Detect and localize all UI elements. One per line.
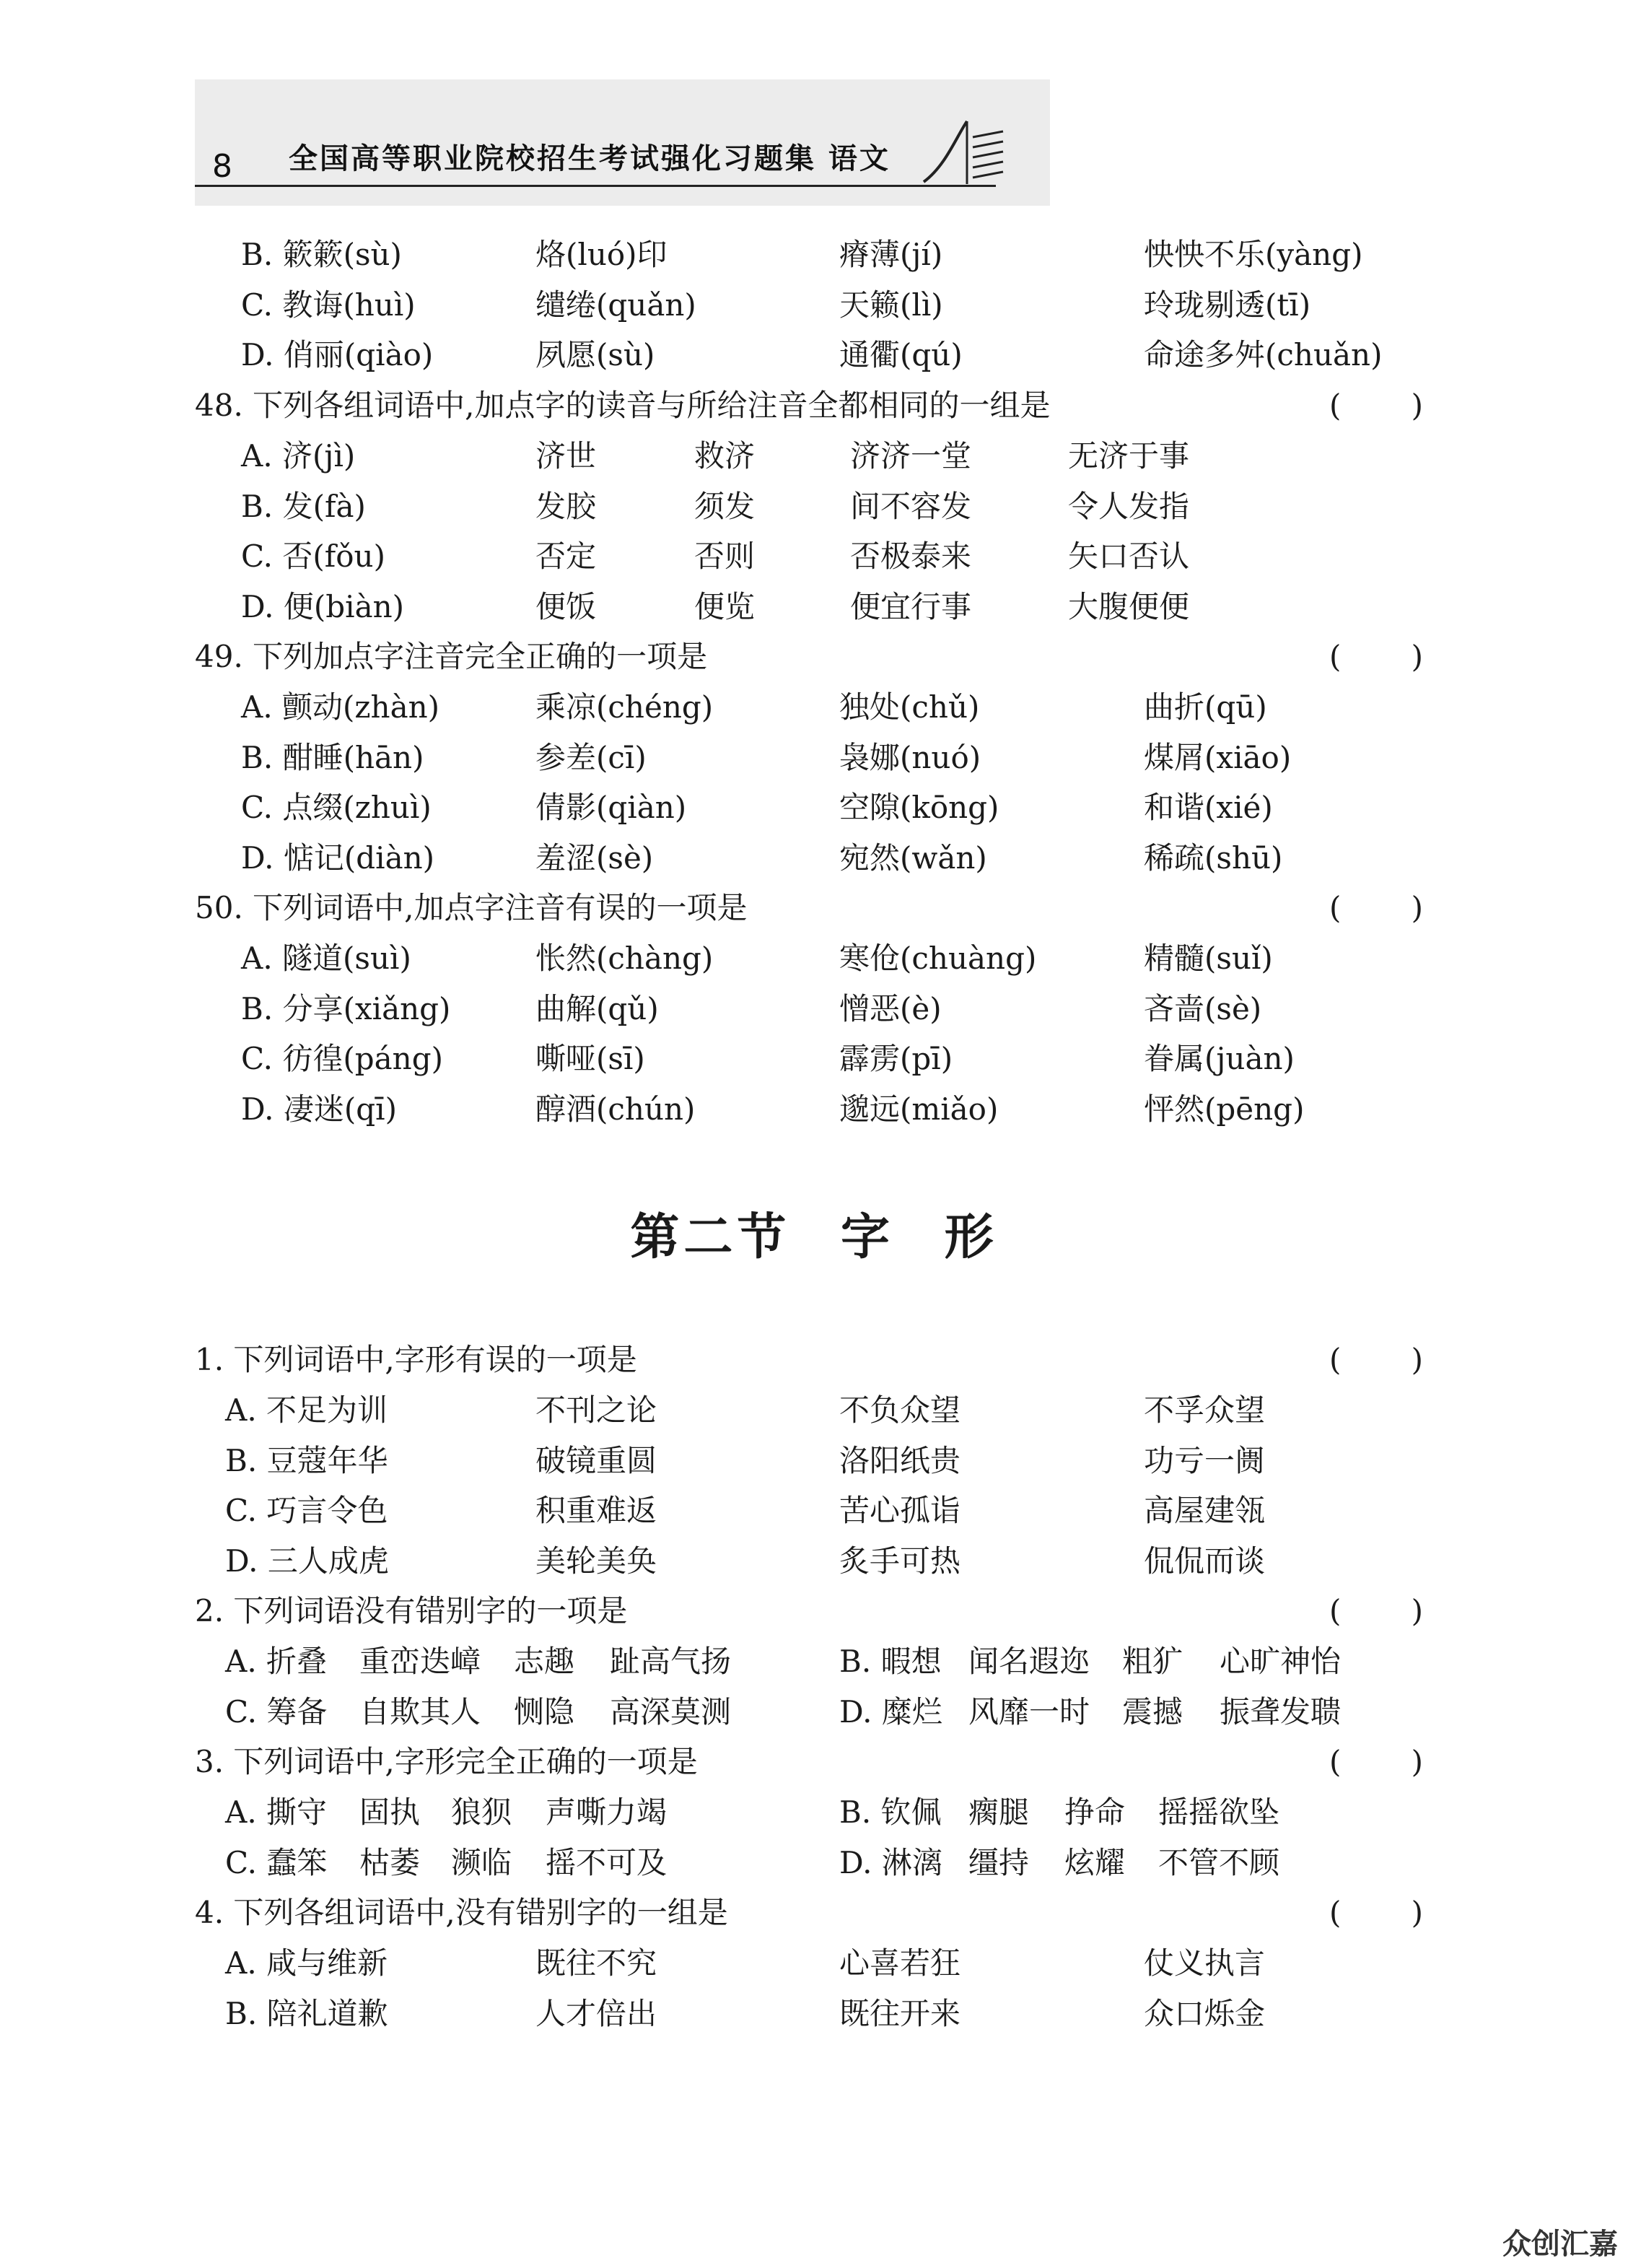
option-cell: 破镜重圆 [535, 1442, 657, 1478]
paren-close: ) [1411, 1342, 1423, 1377]
option-cell: D. 惦记(diàn) [241, 839, 435, 876]
option-cell: 狼狈 [451, 1794, 512, 1830]
option-cell: 不刊之论 [535, 1392, 657, 1428]
option-cell: 曲折(qū) [1144, 689, 1267, 725]
option-cell: 袅娜(nuó) [839, 739, 981, 775]
option-cell: 令人发指 [1068, 488, 1190, 524]
option-cell: 炙手可热 [839, 1543, 961, 1579]
answer-parentheses [1329, 1586, 1423, 1636]
question-stem: 50. 下列词语中,加点字注音有误的一项是 [195, 890, 748, 925]
option-cell: 恻隐 [514, 1693, 575, 1730]
option-cell: 瘸腿 [968, 1794, 1030, 1830]
paren-open: ( [1329, 1342, 1342, 1377]
option-cell: 玲珑剔透(tī) [1144, 287, 1311, 323]
option-cell: 眷属(juàn) [1144, 1041, 1295, 1076]
option-cell: 无济于事 [1068, 438, 1190, 474]
option-cell: 命途多舛(chuǎn) [1144, 337, 1383, 372]
option-cell: 夙愿(sù) [535, 337, 655, 372]
answer-parentheses [1329, 1888, 1423, 1938]
option-cell: 仗义执言 [1144, 1945, 1266, 1981]
option-cell: 济济一堂 [850, 438, 972, 474]
option-cell: 挣命 [1064, 1794, 1126, 1830]
option-cell: 憎恶(è) [839, 990, 942, 1026]
option-cell: 便宜行事 [850, 588, 972, 624]
option-cell: B. 发(fà) [241, 488, 366, 524]
question-stem: 3. 下列词语中,字形完全正确的一项是 [195, 1744, 698, 1779]
answer-parentheses [1329, 632, 1423, 682]
option-cell: A. 济(jì) [241, 438, 356, 474]
section-title: 第二节 字 形 [630, 1208, 998, 1266]
option-cell: 志趣 [514, 1644, 575, 1679]
option-cell: A. 隧道(suì) [241, 941, 411, 976]
option-cell: 否定 [535, 538, 597, 574]
header-title: 全国高等职业院校招生考试强化习题集 语文 [289, 141, 890, 175]
option-cell: 炫耀 [1064, 1844, 1126, 1880]
option-cell: B. 暇想 [839, 1644, 942, 1679]
option-cell: 心旷神怡 [1220, 1644, 1342, 1679]
question-stem: 49. 下列加点字注音完全正确的一项是 [195, 639, 708, 674]
option-cell: 缰持 [968, 1844, 1030, 1880]
paren-open: ( [1329, 890, 1342, 925]
option-cell: 振聋发聩 [1220, 1693, 1342, 1730]
question-stem: 4. 下列各组词语中,没有错别字的一组是 [195, 1895, 728, 1930]
option-cell: C. 教诲(huì) [241, 287, 416, 323]
option-cell: 不管不顾 [1158, 1844, 1280, 1880]
option-cell: 乘凉(chéng) [535, 689, 714, 725]
option-cell: 缱绻(quǎn) [535, 287, 696, 323]
option-cell: 寒伧(chuàng) [839, 941, 1037, 976]
option-cell: 摇不可及 [546, 1844, 668, 1880]
option-cell: 间不容发 [850, 488, 972, 524]
paren-close: ) [1411, 388, 1423, 423]
option-cell: 既往开来 [839, 1995, 961, 2031]
answer-parentheses [1329, 380, 1423, 431]
option-cell: 摇摇欲坠 [1158, 1794, 1280, 1830]
question-stem: 1. 下列词语中,字形有误的一项是 [195, 1342, 637, 1377]
option-cell: 通衢(qú) [839, 337, 963, 372]
option-cell: C. 巧言令色 [225, 1493, 388, 1528]
option-cell: B. 豆蔻年华 [225, 1442, 388, 1478]
page-number: 8 [212, 148, 232, 185]
option-cell: C. 筹备 [225, 1693, 328, 1730]
option-cell: 瘠薄(jí) [839, 237, 943, 272]
option-cell: 须发 [694, 488, 756, 524]
paren-open: ( [1329, 1593, 1342, 1628]
option-cell: 怦然(pēng) [1144, 1091, 1305, 1127]
option-cell: 和谐(xié) [1144, 790, 1273, 825]
paren-close: ) [1411, 1744, 1423, 1779]
question-stem: 2. 下列词语没有错别字的一项是 [195, 1593, 628, 1628]
option-cell: D. 淋漓 [839, 1844, 942, 1880]
option-cell: 羞涩(sè) [535, 839, 654, 876]
paren-open: ( [1329, 388, 1342, 423]
paren-close: ) [1411, 1593, 1423, 1628]
option-cell: 不孚众望 [1144, 1392, 1266, 1428]
option-cell: 否极泰来 [850, 538, 972, 574]
option-cell: A. 咸与维新 [225, 1945, 388, 1981]
option-cell: 积重难返 [535, 1493, 657, 1528]
option-cell: A. 折叠 [225, 1644, 328, 1679]
option-cell: 既往不究 [535, 1945, 657, 1981]
question-stem: 48. 下列各组词语中,加点字的读音与所给注音全都相同的一组是 [195, 388, 1051, 423]
option-cell: 济世 [535, 438, 597, 474]
option-cell: 众口烁金 [1144, 1995, 1266, 2031]
option-cell: B. 酣睡(hān) [241, 739, 424, 775]
paren-close: ) [1411, 639, 1423, 674]
option-cell: 吝啬(sè) [1144, 990, 1262, 1026]
option-cell: D. 俏丽(qiào) [241, 337, 434, 372]
option-cell: 怏怏不乐(yàng) [1144, 237, 1363, 272]
option-cell: B. 簌簌(sù) [241, 237, 402, 272]
option-cell: D. 便(biàn) [241, 588, 405, 624]
option-cell: 倩影(qiàn) [535, 790, 687, 825]
option-cell: 苦心孤诣 [839, 1493, 961, 1528]
option-cell: 便饭 [535, 588, 597, 624]
option-cell: 救济 [694, 438, 756, 474]
option-cell: B. 钦佩 [839, 1794, 942, 1830]
option-cell: 怅然(chàng) [535, 941, 714, 976]
option-cell: 趾高气扬 [610, 1644, 732, 1679]
option-cell: 重峦迭嶂 [359, 1644, 481, 1679]
option-cell: 声嘶力竭 [546, 1794, 668, 1830]
option-cell: C. 彷徨(páng) [241, 1041, 443, 1076]
answer-parentheses [1329, 883, 1423, 933]
option-cell: 霹雳(pī) [839, 1041, 953, 1076]
option-cell: 固执 [359, 1794, 421, 1830]
option-cell: 不负众望 [839, 1392, 961, 1428]
option-cell: D. 三人成虎 [225, 1543, 389, 1579]
option-cell: 侃侃而谈 [1144, 1543, 1266, 1579]
option-cell: 便览 [694, 588, 756, 624]
option-cell: 天籁(lì) [839, 287, 943, 323]
option-cell: C. 点缀(zhuì) [241, 790, 432, 825]
option-cell: A. 撕守 [225, 1794, 328, 1830]
option-cell: 宛然(wǎn) [839, 839, 987, 876]
option-cell: 人才倍出 [535, 1995, 657, 2031]
option-cell: 心喜若狂 [839, 1945, 961, 1981]
paren-close: ) [1411, 890, 1423, 925]
option-cell: 矢口否认 [1068, 538, 1190, 574]
option-cell: 醇酒(chún) [535, 1091, 696, 1127]
option-cell: 稀疏(shū) [1144, 839, 1283, 876]
option-cell: 大腹便便 [1068, 588, 1190, 624]
option-cell: 功亏一阓 [1144, 1442, 1266, 1478]
option-cell: 粗犷 [1122, 1644, 1183, 1679]
option-cell: 高深莫测 [610, 1693, 732, 1730]
option-cell: 发胶 [535, 488, 597, 524]
answer-parentheses [1329, 1737, 1423, 1787]
option-cell: B. 分享(xiǎng) [241, 990, 451, 1026]
option-cell: 自欺其人 [359, 1693, 481, 1730]
watermark: 众创汇嘉 [1502, 2228, 1618, 2261]
option-cell: 独处(chǔ) [839, 689, 980, 725]
option-cell: 精髓(suǐ) [1144, 941, 1273, 976]
option-cell: 曲解(qǔ) [535, 990, 659, 1026]
option-cell: 震撼 [1122, 1693, 1183, 1730]
paren-open: ( [1329, 639, 1342, 674]
answer-parentheses [1329, 1335, 1423, 1385]
option-cell: D. 凄迷(qī) [241, 1091, 397, 1127]
option-cell: 高屋建瓴 [1144, 1493, 1266, 1528]
option-cell: 枯萎 [359, 1844, 421, 1880]
option-cell: C. 蠢笨 [225, 1844, 328, 1880]
option-cell: 否则 [694, 538, 756, 574]
option-cell: 空隙(kōng) [839, 790, 999, 825]
option-cell: 邈远(miǎo) [839, 1091, 999, 1127]
option-cell: 嘶哑(sī) [535, 1041, 645, 1076]
option-cell: 濒临 [451, 1844, 512, 1880]
option-cell: 煤屑(xiāo) [1144, 739, 1292, 775]
paren-open: ( [1329, 1744, 1342, 1779]
paren-close: ) [1411, 1895, 1423, 1930]
option-cell: 参差(cī) [535, 739, 647, 775]
option-cell: 闻名遐迩 [968, 1644, 1090, 1679]
option-cell: 风靡一时 [968, 1693, 1090, 1730]
option-cell: A. 颤动(zhàn) [241, 689, 440, 725]
option-cell: 烙(luó)印 [535, 237, 668, 272]
option-cell: 美轮美奂 [535, 1543, 657, 1579]
option-cell: B. 陪礼道歉 [225, 1995, 388, 2031]
paren-open: ( [1329, 1895, 1342, 1930]
option-cell: 洛阳纸贵 [839, 1442, 961, 1478]
option-cell: A. 不足为训 [225, 1392, 388, 1428]
option-cell: C. 否(fǒu) [241, 538, 385, 574]
option-cell: D. 糜烂 [839, 1693, 942, 1730]
